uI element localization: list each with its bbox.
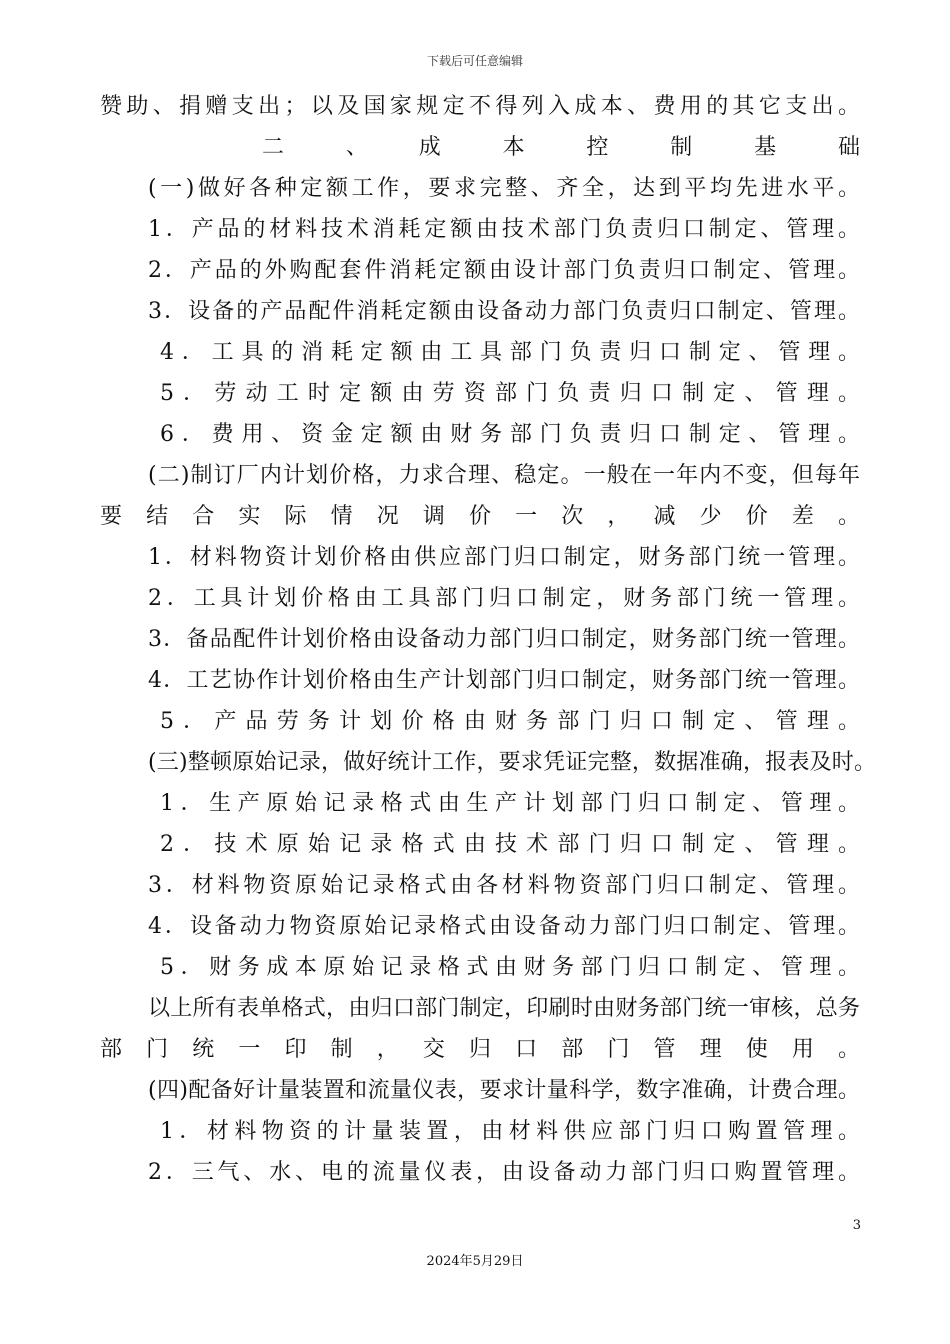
text-line: 3．材料物资原始记录格式由各材料物资部门归口制定、管理。 bbox=[148, 873, 860, 898]
text-line: 2．三气、水、电的流量仪表，由设备动力部门归口购置管理。 bbox=[148, 1160, 860, 1185]
text-line: 1．材料物资的计量装置，由材料供应部门归口购置管理。 bbox=[160, 1119, 860, 1144]
text-line: 要结合实际情况调价一次，减少价差。 bbox=[100, 504, 860, 529]
text-line: 赞助、捐赠支出；以及国家规定不得列入成本、费用的其它支出。 bbox=[100, 94, 860, 119]
text-line: 4．工具的消耗定额由工具部门负责归口制定、管理。 bbox=[160, 340, 860, 365]
text-line: 5．劳动工时定额由劳资部门负责归口制定、管理。 bbox=[160, 381, 860, 406]
text-line: 2．工具计划价格由工具部门归口制定，财务部门统一管理。 bbox=[148, 586, 860, 611]
text-line: 3．设备的产品配件消耗定额由设备动力部门负责归口制定、管理。 bbox=[148, 299, 860, 324]
text-line: 以上所有表单格式，由归口部门制定，印刷时由财务部门统一审核，总务 bbox=[148, 996, 860, 1021]
text-line: 1．生产原始记录格式由生产计划部门归口制定、管理。 bbox=[160, 791, 860, 816]
text-line: 部门统一印制，交归口部门管理使用。 bbox=[100, 1037, 860, 1062]
page-header: 下载后可任意编辑 bbox=[426, 54, 523, 68]
text-line: (二)制订厂内计划价格，力求合理、稳定。一般在一年内不变，但每年 bbox=[148, 463, 860, 488]
text-line: (一)做好各种定额工作，要求完整、齐全，达到平均先进水平。 bbox=[148, 176, 860, 201]
section-heading: 二 、 成 本 控 制 基 础 bbox=[262, 135, 860, 160]
text-line: 1．材料物资计划价格由供应部门归口制定，财务部门统一管理。 bbox=[148, 545, 860, 570]
text-line: (四)配备好计量装置和流量仪表，要求计量科学，数字准确，计费合理。 bbox=[148, 1078, 860, 1103]
text-line: 2．产品的外购配套件消耗定额由设计部门负责归口制定、管理。 bbox=[148, 258, 860, 283]
text-line: 5．财务成本原始记录格式由财务部门归口制定、管理。 bbox=[160, 955, 860, 980]
text-line: 3．备品配件计划价格由设备动力部门归口制定，财务部门统一管理。 bbox=[148, 627, 860, 652]
text-line: (三)整顿原始记录，做好统计工作，要求凭证完整，数据准确，报表及时。 bbox=[148, 750, 876, 775]
page-footer-date: 2024年5月29日 bbox=[426, 1254, 524, 1269]
text-line: 2．技术原始记录格式由技术部门归口制定、管理。 bbox=[160, 832, 860, 857]
page-number: 3 bbox=[852, 1218, 861, 1233]
text-line: 5．产品劳务计划价格由财务部门归口制定、管理。 bbox=[160, 709, 860, 734]
text-line: 4．工艺协作计划价格由生产计划部门归口制定，财务部门统一管理。 bbox=[148, 668, 860, 693]
text-line: 6．费用、资金定额由财务部门负责归口制定、管理。 bbox=[160, 422, 860, 447]
text-line: 4．设备动力物资原始记录格式由设备动力部门归口制定、管理。 bbox=[148, 914, 860, 939]
text-line: 1．产品的材料技术消耗定额由技术部门负责归口制定、管理。 bbox=[148, 217, 860, 242]
